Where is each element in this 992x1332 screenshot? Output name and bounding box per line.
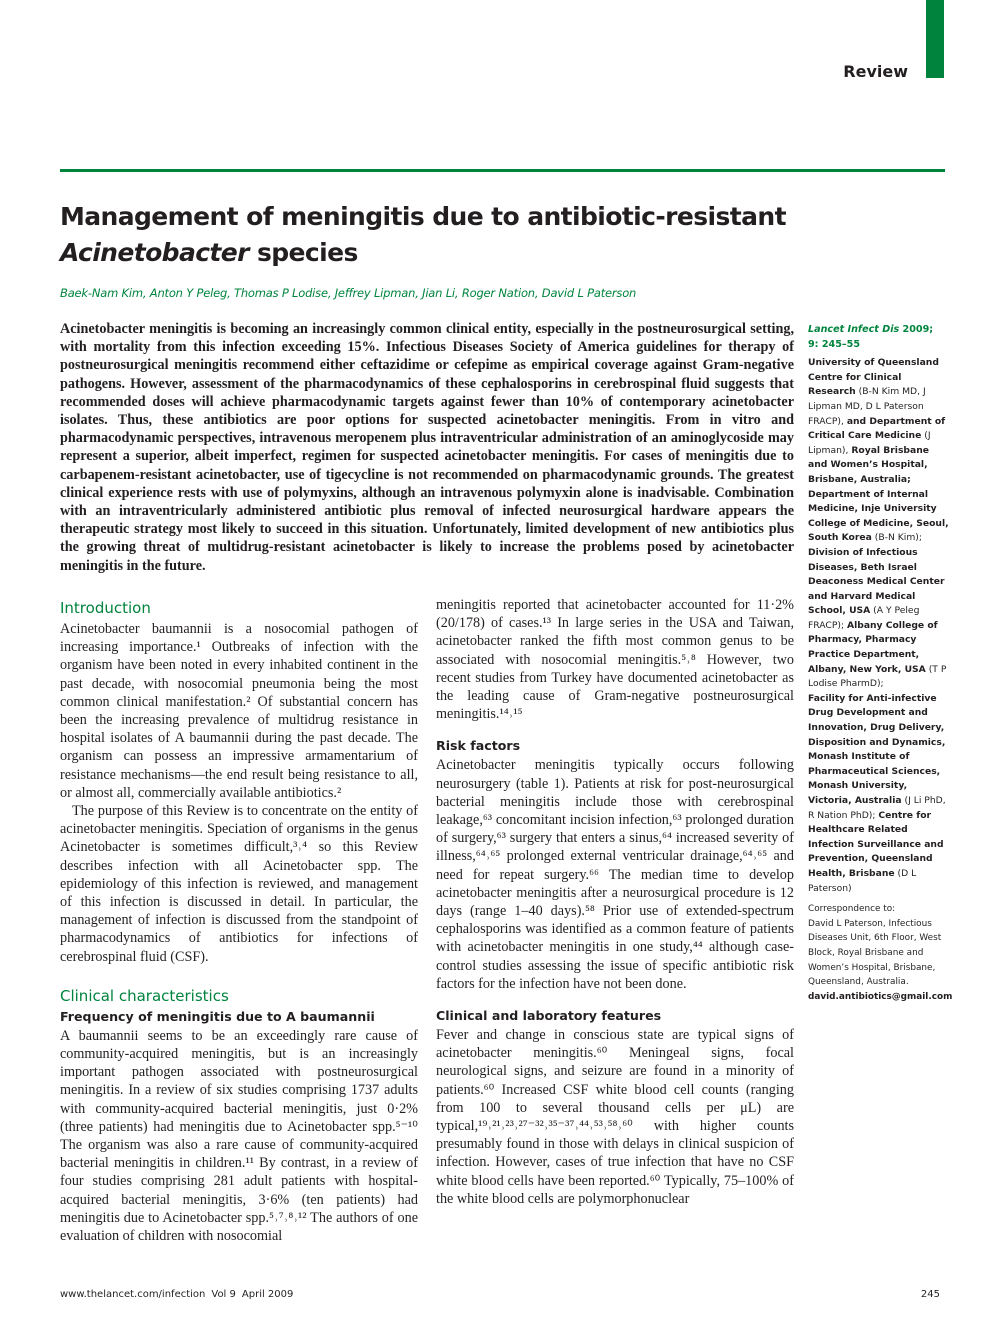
affiliation-people: (J Li PhD, R Nation PhD); xyxy=(808,795,946,821)
affiliations xyxy=(808,356,950,896)
clinical-laboratory-paragraph: Fever and change in conscious state are typical signs of acinetobacter meningitis.⁶⁰ Meningeal signs, focal neurological signs, and seizure are found in a minority of patients.⁶⁰ Increased CSF white blood cell counts (ranging from 100 to several thousand cells per μL) are typical,¹⁹˒²¹˒²³˒²⁷⁻³²˒³⁵⁻³⁷˒⁴⁴˒⁵³˒⁵⁸˒⁶⁰ with higher counts presumably found in those with delays in clinical suspicion of infection. However, cases of true infection that have no CSF white blood cells have been reported.⁶⁰ Typically, 75–100% of the white blood cells are polymorphonuclear xyxy=(436,1027,794,1207)
body-column-1 xyxy=(60,596,418,1245)
affiliation-people: (B-N Kim); xyxy=(871,532,922,544)
affiliation-people: (D L Paterson) xyxy=(808,867,917,894)
affiliation-inst: Facility for Anti-infective Drug Development and Innovation, Drug Delivery, Disposition and Dynamics, Monash Institute of Pharmaceutical Sciences, Monash University, Victoria, Australia xyxy=(808,692,946,806)
affiliation-inst: Department of Internal Medicine, Inje University College of Medicine, Seoul, South Korea xyxy=(808,488,949,544)
citation-year: 2009; xyxy=(899,324,934,335)
column-2-paragraph-1: meningitis reported that acinetobacter accounted for 11·2% (20/178) of cases.¹³ In large series in the USA and Taiwan, acinetobacter ranked the fifth most common genus to be associated with nosocomial meningitis.⁵˒⁸ However, two recent studies from Turkey have documented acinetobacter as the leading cause of Gram-negative postneurosurgical meningitis.¹⁴˒¹⁵ xyxy=(436,597,794,723)
affiliation-trail: and xyxy=(846,415,867,427)
section-spacer xyxy=(60,966,418,984)
affiliation-inst: Royal Brisbane and Women’s Hospital, Brisbane, Australia; xyxy=(808,444,929,485)
article-title xyxy=(60,199,820,271)
header-rule xyxy=(60,169,945,172)
section-spacer xyxy=(436,993,794,1007)
affiliation-inst: University of Queensland Centre for Clinical Research xyxy=(808,357,939,398)
section-label: Review xyxy=(843,62,908,81)
section-spacer xyxy=(436,723,794,737)
clinical-characteristics-heading: Clinical characteristics xyxy=(60,986,229,1005)
correspondence-email-link[interactable]: david.antibiotics@gmail.com xyxy=(808,991,953,1002)
citation xyxy=(808,323,950,352)
abstract: Acinetobacter meningitis is becoming an increasingly common clinical entity, especially in the postneurosurgical setting, with mortality from this infection exceeding 15%. Infectious Diseases Society of America guidelines for therapy of postneurosurgical meningitis recommend either ceftazidime or cefepime as empirical coverage against Gram-negative pathogens. However, assessment of the pharmacodynamics of these cephalosporins in cerebrospinal fluid suggests that recommended doses will achieve pharmacodynamic targets against fewer than 10% of contemporary acinetobacter isolates. Thus, these antibiotics are poor options for suspected acinetobacter meningitis. From in vitro and pharmacodynamic perspectives, intravenous meropenem plus intraventricular administration of an aminoglycoside may represent a superior, albeit imperfect, regimen for suspected acinetobacter meningitis. For cases of meningitis due to carbapenem-resistant acinetobacter, use of tigecycline is not recommended on pharmacodynamic grounds. The greatest clinical experience rests with use of polymyxins, although an intravenous polymyxin alone is inadvisable. Combination with an intraventricularly administered antibiotic plus removal of infected neurosurgical hardware appears the therapeutic strategy most likely to succeed in this situation. Unfortunately, limited development of new antibiotics plus the growing threat of multidrug-resistant acinetobacter is likely to increase the problems posed by acinetobacter meningitis in the future. xyxy=(60,321,794,574)
title-line-1: Management of meningitis due to antibiotic-resistant xyxy=(60,202,786,231)
title-line-2-rest: species xyxy=(248,238,358,267)
risk-factors-paragraph: Acinetobacter meningitis typically occurs following neurosurgery (table 1). Patients at risk for post-neurosurgical bacterial meningitis include those with cerebrospinal leakage,⁶³ concomitant incision infection,⁶³ prolonged duration of surgery,⁶³ surgery that enters a sinus,⁶⁴ increased severity of illness,⁶⁴˒⁶⁵ prolonged external ventricular drainage,⁶⁴˒⁶⁵ and need for repeat surgery.⁶⁶ The median time to develop acinetobacter meningitis after a neurosurgical procedure is 12 days (range 1–40 days).⁵⁸ Prior use of extended-spectrum cephalosporins was identified as a common feature of patients with acinetobacter meningitis in one study,⁴⁴ although case-control studies assessing the issue of specific antibiotic risk factors for the infection have not been done. xyxy=(436,757,794,992)
affiliation-people: (T P Lodise PharmD); xyxy=(808,663,947,690)
footer-info xyxy=(60,1289,293,1300)
citation-journal: Lancet Infect Dis xyxy=(808,324,900,335)
affiliation-inst: Albany College of Pharmacy, Pharmacy Practice Department, Albany, New York, USA xyxy=(808,619,938,675)
frequency-paragraph: A baumannii seems to be an exceedingly rare cause of community-acquired meningitis, but is an increasingly important pathogen associated with postneurosurgical meningitis. In a review of six studies comprising 1737 adults with community-acquired bacterial meningitis, just 0·2% (three patients) had meningitis due to Acinetobacter spp.⁵⁻¹⁰ The organism was also a rare cause of community-acquired bacterial meningitis in children.¹¹ By contrast, in a review of four studies comprising 281 adult patients with hospital-acquired bacterial meningitis, 3·6% (ten patients) had meningitis due to Acinetobacter spp.⁵˒⁷˒⁸˒¹² The authors of one evaluation of children with nosocomial xyxy=(60,1027,418,1245)
page-number: 245 xyxy=(920,1289,940,1300)
clinical-laboratory-subheading: Clinical and laboratory features xyxy=(436,1008,662,1024)
correspondence-address: David L Paterson, Infectious Diseases Unit, 6th Floor, West Block, Royal Brisbane and Women’s Hospital, Brisbane, Queensland, Australia. xyxy=(808,918,942,988)
footer-volume: Vol 9 xyxy=(211,1289,236,1300)
affiliation-inst: Division of Infectious Diseases, Beth Israel Deaconess Medical Center and Harvard Medical School, USA xyxy=(808,546,945,617)
author-list: Baek-Nam Kim, Anton Y Peleg, Thomas P Lodise, Jeffrey Lipman, Jian Li, Roger Nation, David L Paterson xyxy=(60,286,637,300)
journal-url-link[interactable]: www.thelancet.com/infection xyxy=(60,1289,206,1300)
citation-pages: 9: 245–55 xyxy=(808,338,861,350)
footer-date: April 2009 xyxy=(241,1289,294,1300)
title-genus: Acinetobacter xyxy=(60,238,249,267)
introduction-paragraph-1: Acinetobacter baumannii is a nosocomial pathogen of increasing importance.¹ Outbreaks of infection with the organism have been noted in every inhabited continent in the past decade, with nosocomial pneumonia being the most common clinical manifestation.² Of substantial concern has been the increasing prevalence of multidrug resistance in hospital isolates of A baumannii during the past decade. The organism can possess an impressive armamentarium of resistance mechanisms—the end result being resistance to all, or almost all, commercially available antibiotics.² xyxy=(60,621,418,801)
affiliation-people: (B-N Kim MD, J Lipman MD, D L Paterson FRACP), xyxy=(808,386,926,427)
risk-factors-subheading: Risk factors xyxy=(436,738,521,754)
affiliation-inst: Centre for Healthcare Related Infection Surveillance and Prevention, Queensland Health, Brisbane xyxy=(808,809,944,879)
sidebar xyxy=(808,323,953,1004)
body-column-2 xyxy=(436,596,794,1208)
affiliation-people: (J Lipman), xyxy=(808,430,931,456)
header-accent-bar xyxy=(926,0,944,78)
affiliation-people: (A Y Peleg FRACP); xyxy=(808,605,920,631)
correspondence-label: Correspondence to: xyxy=(808,904,896,915)
affiliation-inst: Department of Critical Care Medicine xyxy=(808,415,946,442)
introduction-paragraph-2: The purpose of this Review is to concentrate on the entity of acinetobacter meningitis. Speciation of organisms in the genus Acinetobacter is sometimes difficult,³˒⁴ so this Review describes infection with all Acinetobacter spp. The epidemiology of this infection is reviewed, and management of this infection is discussed in detail. In particular, the management of infection is discussed from the standpoint of pharmacodynamics of antibiotics for infections of cerebrospinal fluid (CSF). xyxy=(60,803,418,965)
correspondence xyxy=(808,902,953,1004)
introduction-heading: Introduction xyxy=(60,599,151,617)
frequency-subheading: Frequency of meningitis due to A baumannii xyxy=(60,1008,375,1024)
